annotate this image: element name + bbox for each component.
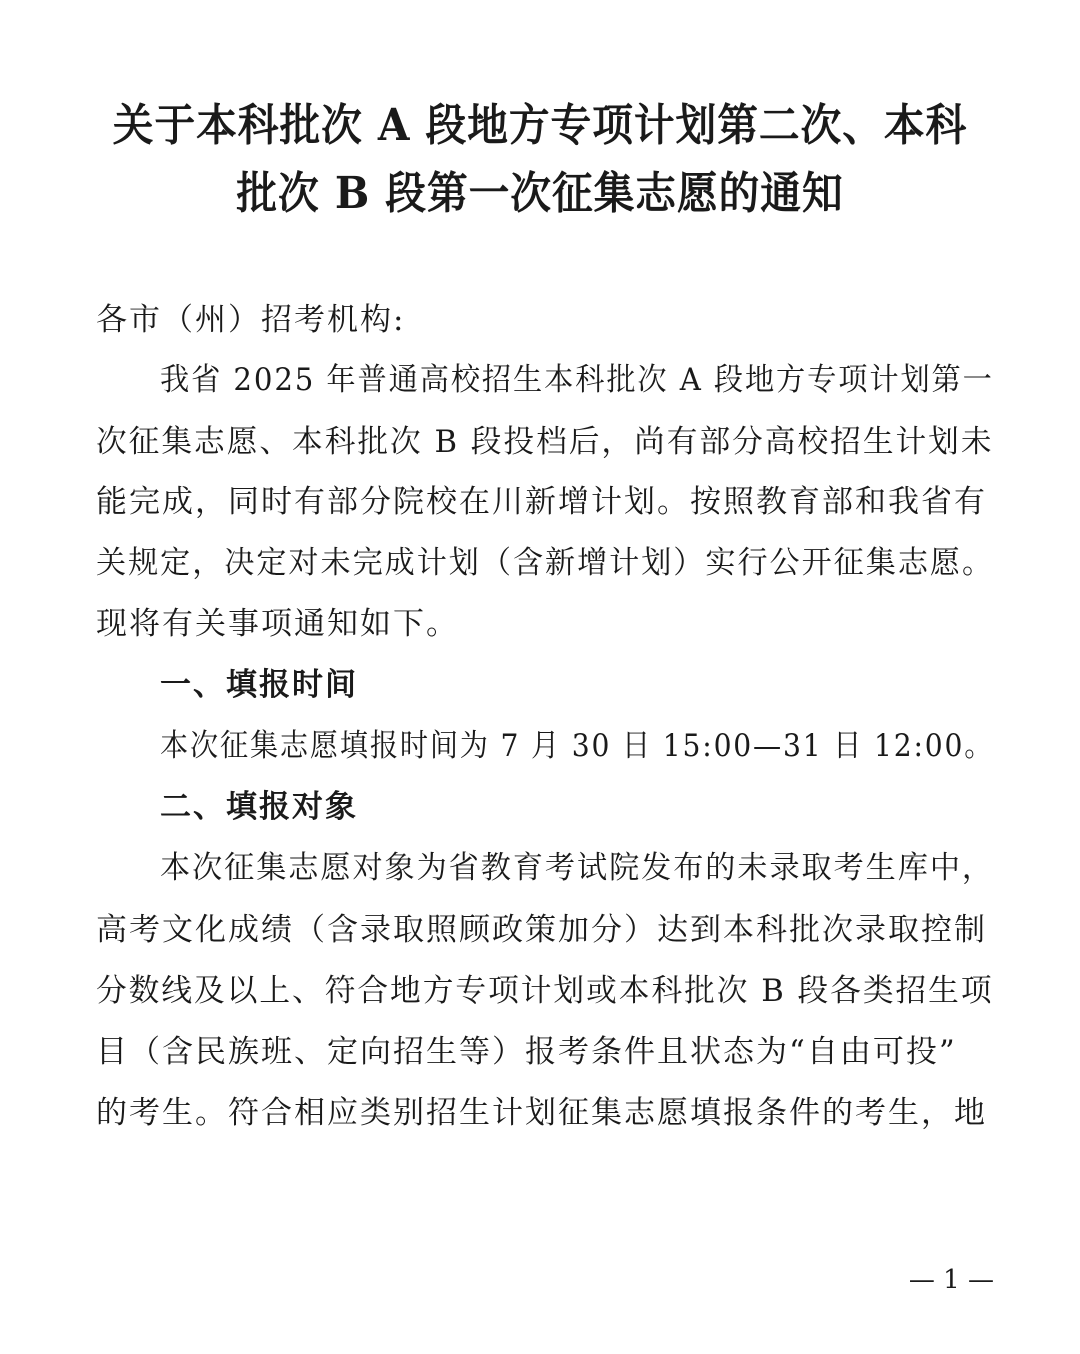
intro-line-3: 能完成，同时有部分院校在川新增计划。按照教育部和我省有 bbox=[96, 484, 987, 520]
section1-body: 本次征集志愿填报时间为 7 月 30 日 15:00—31 日 12:00。 bbox=[160, 728, 995, 764]
section-heading-1: 一、填报时间 bbox=[160, 667, 358, 703]
intro-line-5: 现将有关事项通知如下。 bbox=[96, 606, 459, 642]
intro-line-4: 关规定，决定对未完成计划（含新增计划）实行公开征集志愿。 bbox=[96, 545, 995, 581]
page-number: — 1 — bbox=[908, 1265, 994, 1295]
section2-line-2: 高考文化成绩（含录取照顾政策加分）达到本科批次录取控制 bbox=[96, 912, 987, 948]
section-heading-2: 二、填报对象 bbox=[160, 789, 358, 825]
section2-line-3: 分数线及以上、符合地方专项计划或本科批次 B 段各类招生项 bbox=[96, 973, 994, 1009]
document-title-line-1: 关于本科批次 A 段地方专项计划第二次、本科 bbox=[112, 100, 968, 151]
section2-line-5: 的考生。符合相应类别招生计划征集志愿填报条件的考生，地 bbox=[96, 1095, 987, 1131]
salutation: 各市（州）招考机构: bbox=[96, 302, 406, 338]
document-title-line-2: 批次 B 段第一次征集志愿的通知 bbox=[236, 168, 844, 219]
intro-line-1: 我省 2025 年普通高校招生本科批次 A 段地方专项计划第一 bbox=[160, 362, 994, 398]
section2-line-1: 本次征集志愿对象为省教育考试院发布的未录取考生库中， bbox=[160, 850, 994, 886]
section2-line-4: 目（含民族班、定向招生等）报考条件且状态为“自由可投” bbox=[96, 1034, 957, 1070]
intro-line-2: 次征集志愿、本科批次 B 段投档后，尚有部分高校招生计划未 bbox=[96, 424, 994, 460]
